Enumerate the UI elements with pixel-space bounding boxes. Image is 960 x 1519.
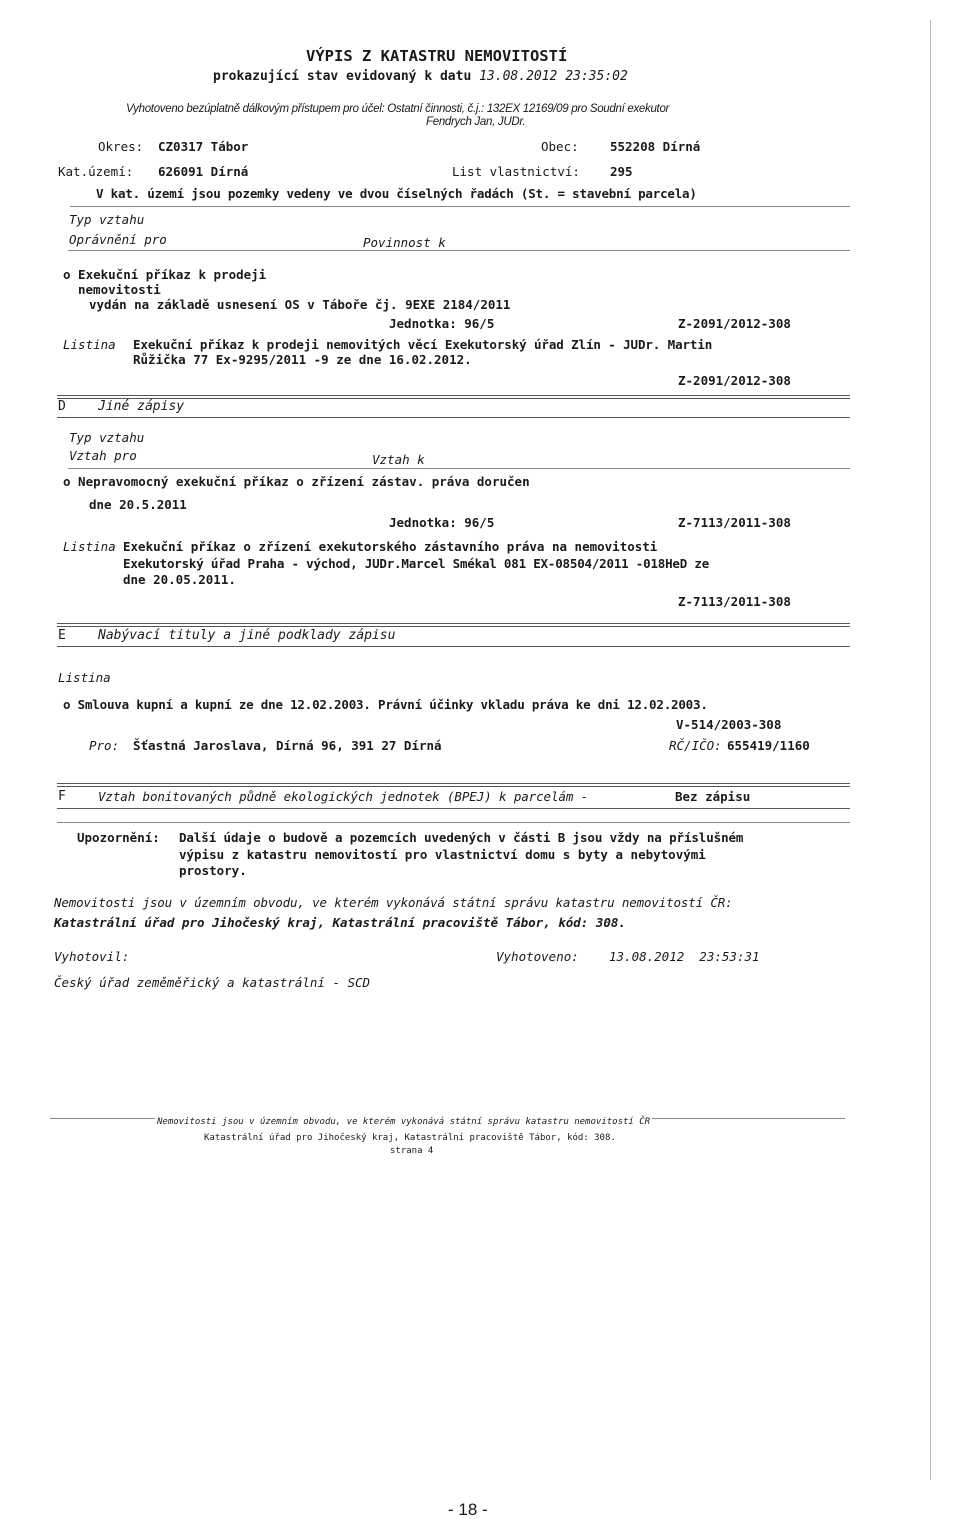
listina-code: Z-7113/2011-308 xyxy=(678,594,791,609)
item-code: Z-2091/2012-308 xyxy=(678,316,791,331)
listina-line1: Exekuční příkaz o zřízení exekutorského zástavního práva na nemovitosti xyxy=(123,539,658,554)
section-f-letter: F xyxy=(58,789,66,804)
vztah-pro-label: Vztah pro xyxy=(69,448,137,463)
okres-label: Okres: xyxy=(98,139,144,154)
obec-label: Obec: xyxy=(541,139,579,154)
parcel-note: V kat. území jsou pozemky vedeny ve dvou číselných řadách (St. = stavební parcela) xyxy=(96,186,697,201)
item-unit: Jednotka: 96/5 xyxy=(389,316,495,331)
page-footer-line1: Nemovitosti jsou v územním obvodu, ve kterém vykonává státní správu katastru nemovitostí ČR xyxy=(157,1117,651,1127)
page-number: - 18 - xyxy=(448,1500,488,1519)
warning-line2: výpisu z katastru nemovitostí pro vlastnictví domu s byty a nebytovými xyxy=(179,847,706,862)
section-e-title: Nabývací tituly a jiné podklady zápisu xyxy=(98,628,396,643)
status-line xyxy=(213,69,628,84)
item-exekucni-prikaz-line3: vydán na základě usnesení OS v Táboře čj. 9EXE 2184/2011 xyxy=(89,297,511,312)
vyhotovil-label: Vyhotovil: xyxy=(54,949,130,964)
divider xyxy=(68,250,850,251)
divider xyxy=(57,822,850,823)
document-title: VÝPIS Z KATASTRU NEMOVITOSTÍ xyxy=(306,47,568,65)
listina-label: Listina xyxy=(58,670,111,685)
section-divider xyxy=(57,623,850,627)
rc-label: RČ/IČO: xyxy=(669,738,722,753)
page-footer-line2: Katastrální úřad pro Jihočeský kraj, Katastrální pracoviště Tábor, kód: 308. xyxy=(204,1133,616,1143)
povinnost-k-label: Povinnost k xyxy=(363,235,446,250)
typ-vztahu-label: Typ vztahu xyxy=(69,212,145,227)
section-divider xyxy=(57,783,850,787)
pro-label: Pro: xyxy=(89,738,120,753)
section-f-value: Bez zápisu xyxy=(675,789,751,804)
office-name: Český úřad zeměměřický a katastrální - SCD xyxy=(54,975,371,990)
divider xyxy=(57,646,850,647)
section-f-title: Vztah bonitovaných půdně ekologických jednotek (BPEJ) k parcelám - xyxy=(98,789,589,804)
page-footer-line3: strana 4 xyxy=(390,1146,434,1156)
obec-value: 552208 Dírná xyxy=(610,139,701,154)
item-nepravomocny-line1: o Nepravomocný exekuční příkaz o zřízení zástav. práva doručen xyxy=(63,474,530,489)
scan-edge-line xyxy=(930,20,931,1480)
warning-line1: Další údaje o budově a pozemcích uvedených v části B jsou vždy na příslušném xyxy=(179,830,744,845)
item-unit: Jednotka: 96/5 xyxy=(389,515,495,530)
listina-line1: Exekuční příkaz k prodeji nemovitých věcí Exekutorský úřad Zlín - JUDr. Martin xyxy=(133,337,713,352)
issued-line-1: Vyhotoveno bezúplatně dálkovým přístupem pro účel: Ostatní činnosti, č.j.: 132EX 12169/09 pro Soudní exekutor xyxy=(126,103,670,115)
issued-line-2: Fendrych Jan, JUDr. xyxy=(426,116,526,128)
listina-line2: Exekutorský úřad Praha - východ, JUDr.Marcel Smékal 081 EX-08504/2011 -018HeD ze xyxy=(123,556,710,571)
divider xyxy=(57,808,850,809)
typ-vztahu-label: Typ vztahu xyxy=(69,430,145,445)
lv-value: 295 xyxy=(610,164,633,179)
katuzemi-value: 626091 Dírná xyxy=(158,164,249,179)
item-code: V-514/2003-308 xyxy=(676,717,782,732)
status-date: 13.08.2012 23:35:02 xyxy=(479,69,628,84)
vyhotoveno-label: Vyhotoveno: xyxy=(496,949,579,964)
pro-value: Šťastná Jaroslava, Dírná 96, 391 27 Dírná xyxy=(133,738,442,753)
jurisdiction-line2: Katastrální úřad pro Jihočeský kraj, Katastrální pracoviště Tábor, kód: 308. xyxy=(54,915,626,930)
listina-code: Z-2091/2012-308 xyxy=(678,373,791,388)
item-exekucni-prikaz-line2: nemovitosti xyxy=(78,282,161,297)
warning-line3: prostory. xyxy=(179,863,247,878)
rc-value: 655419/1160 xyxy=(727,738,810,753)
katuzemi-label: Kat.území: xyxy=(58,164,134,179)
lv-label: List vlastnictví: xyxy=(452,164,580,179)
item-exekucni-prikaz-line1: o Exekuční příkaz k prodeji xyxy=(63,267,267,282)
opravneni-pro-label: Oprávnění pro xyxy=(69,232,167,247)
vztah-k-label: Vztah k xyxy=(372,452,425,467)
section-e-letter: E xyxy=(58,628,66,643)
divider xyxy=(70,206,850,207)
divider xyxy=(57,417,850,418)
status-label: prokazující stav evidovaný k datu xyxy=(213,69,472,84)
item-smlouva-kupni: o Smlouva kupní a kupní ze dne 12.02.2003. Právní účinky vkladu práva ke dni 12.02.2003. xyxy=(63,697,708,712)
warning-label: Upozornění: xyxy=(77,830,160,845)
jurisdiction-line1: Nemovitosti jsou v územním obvodu, ve kterém vykonává státní správu katastru nemovitostí ČR: xyxy=(54,895,733,910)
divider xyxy=(68,468,850,469)
okres-value: CZ0317 Tábor xyxy=(158,139,249,154)
section-d-title: Jiné zápisy xyxy=(98,399,185,414)
listina-line2: Růžička 77 Ex-9295/2011 -9 ze dne 16.02.2012. xyxy=(133,352,472,367)
section-d-letter: D xyxy=(58,399,66,414)
listina-label: Listina xyxy=(63,337,116,352)
item-code: Z-7113/2011-308 xyxy=(678,515,791,530)
listina-line3: dne 20.05.2011. xyxy=(123,572,236,587)
item-nepravomocny-line2: dne 20.5.2011 xyxy=(89,497,187,512)
vyhotoveno-value: 13.08.2012 23:53:31 xyxy=(609,949,760,964)
listina-label: Listina xyxy=(63,539,116,554)
